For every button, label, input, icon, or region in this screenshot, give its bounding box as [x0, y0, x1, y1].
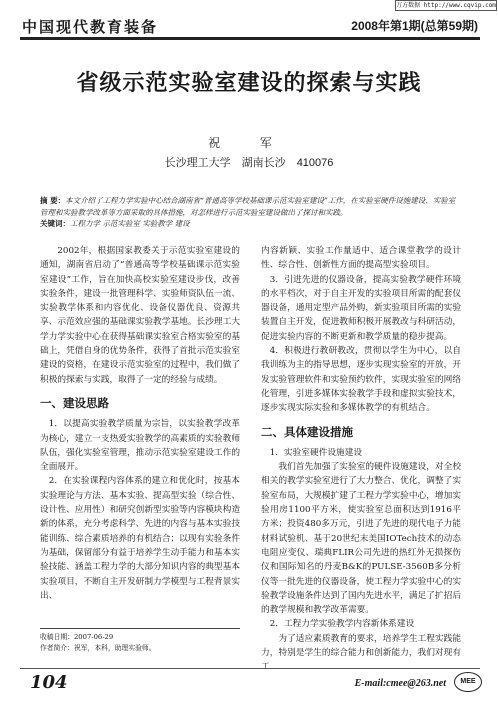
footer-email: E-mail:cmee@263.net: [354, 678, 446, 689]
issue-info: 2008年第1期(总第59期): [351, 19, 478, 33]
author-bio: 作者简介：祝军，本科，助理实验师。: [40, 644, 156, 652]
paragraph: 2．在实验课程内容体系的建立和优化时，按基本实验理论与方法、基本实验、提高型实验（综合性、设计性、应用性）和研究创新型实验等内容模块构造新的体系，充分考虑科学、先进的内容与基本实验技能训练、综合素质培养的有机结合；以现有实验条件为基础，保留部分有益于培养学生动手能力和基本实验技能、涵盖工程力学的大部分知识内容的典型基本实验项目，不断自主开发研制力学模型与工程背景实出、: [40, 476, 240, 601]
received-date: 收稿日期：2007-06-29: [40, 633, 114, 641]
keywords-text: 工程力学 示范实验室 实验教学 建设: [70, 219, 190, 228]
keywords-label: 关键词：: [40, 219, 70, 228]
author-affiliation: 长沙理工大学 湖南长沙 410076: [164, 157, 334, 169]
footer-rule: [20, 668, 480, 669]
article-title: 省级示范实验室建设的探索与实践: [76, 70, 422, 96]
paragraph: 为了适应素质教育的要求，培养学生工程实践能力，特别是学生的综合能力和创新能力，我们对现有: [261, 633, 461, 659]
paragraph: 4．积极进行教研教改，贯彻以学生为中心，以自我训练为主的指导思想，逐步实现实验室的开放，开发实验管理软件和实验预约软件，实现实验室的网络化管理，引进多媒体实验教学手段和虚拟实验技术，逐步实现实际实验和多媒体教学的有机结合。: [261, 346, 461, 414]
abstract-label: 摘 要：: [40, 196, 66, 205]
watermark-stamp: 万方数据 http://www.cqvip.com: [396, 2, 496, 9]
paragraph: 我们首先加强了实验室的硬件设施建设，对全校相关的教学实验室进行了大力整合、优化，调整了实验室布局，大规模扩建了工程力学实验中心，增加实验用房1100平方米，使实验室总面积达到1916平方米；投资480多万元，引进了先进的现代电子力能材料试验机、基于20世纪末美国IOTech技术的动态电阻应变仪、瑞典FLIR公司先进的热红外无损探伤仪和国际知名的丹麦B&K的PULSE-3560B多分析仪等一批先进的仪器设备，使工程力学实验中心的实验教学设施条件达到了国内先进水平，满足了扩招后的教学规模和教学改革需要。: [261, 462, 461, 616]
journal-name: 中国现代教育装备: [22, 18, 159, 36]
abstract: [40, 195, 460, 218]
author-name: 祝 军: [208, 136, 290, 150]
intro-paragraph: 2002年，根据国家教委关于示范实验室建设的通知，湖南省启动了“普通高等学校基础课示范实验室建设”工作，旨在加快高校实验室建设步伐，改善实验条件，建设一批管理科学、实验师资队伍一流、实验教学体系和内容优化、设备仪器优良、资源共享、示范效应强的基础课实验教学基地。长沙理工大学力学实验中心在获得基础课实验室合格实验室的基础上，凭借自身的优势条件，获得了首批示范实验室建设的资格，在建设示范实验室的过程中，我们做了积极的探索与实践，取得了一定的经验与成绩。: [40, 246, 240, 385]
paragraph: 3．引进先进的仪器设备，提高实验教学硬件环境的水平档次，对于自主开发的实验项目所需的配套仪器设备，通用定型产品外购，新实验项目所需的实验装置自主开发，促进教师积极开展教改与科研活动，促进实验内容的不断更新和教学质量的稳步提高。: [261, 274, 461, 342]
keywords: [40, 218, 460, 230]
mee-logo: MEE: [454, 672, 482, 692]
page-number: 104: [30, 672, 68, 693]
paragraph: 内容新颖、实验工作量适中、适合课堂教学的设计性、综合性、创新性方面的提高型实验项目。: [261, 246, 461, 271]
section-heading-2: 二、具体建设措施: [261, 426, 353, 439]
right-column: [261, 244, 461, 675]
section-heading-1: 一、建设思路: [40, 397, 109, 410]
footnote: [40, 632, 240, 654]
paragraph: 1．以提高实验教学质量为宗旨，以实验教学改革为核心，建立一支热爱实验教学的高素质的实验教师队伍，强化实验室管理，推动示范实验室建设工作的全面展开。: [40, 419, 240, 473]
subsection-heading: 2．工程力学实验教学内容新体系建设: [269, 619, 415, 630]
footnote-rule: [40, 628, 240, 629]
abstract-block: [40, 195, 460, 230]
abstract-text: 本文介绍了工程力学实验中心结合湖南省“普通高等学校基础课示范实验室建设”工作，在实验室硬件设施建设、实验室管理和实验教学改革等方面采取的具体措施，对怎样进行示范实验室建设做出了探讨和实践。: [40, 196, 456, 217]
subsection-heading: 1．实验室硬件设施建设: [269, 447, 363, 458]
header-rule: [20, 37, 480, 40]
left-column: [40, 244, 240, 603]
